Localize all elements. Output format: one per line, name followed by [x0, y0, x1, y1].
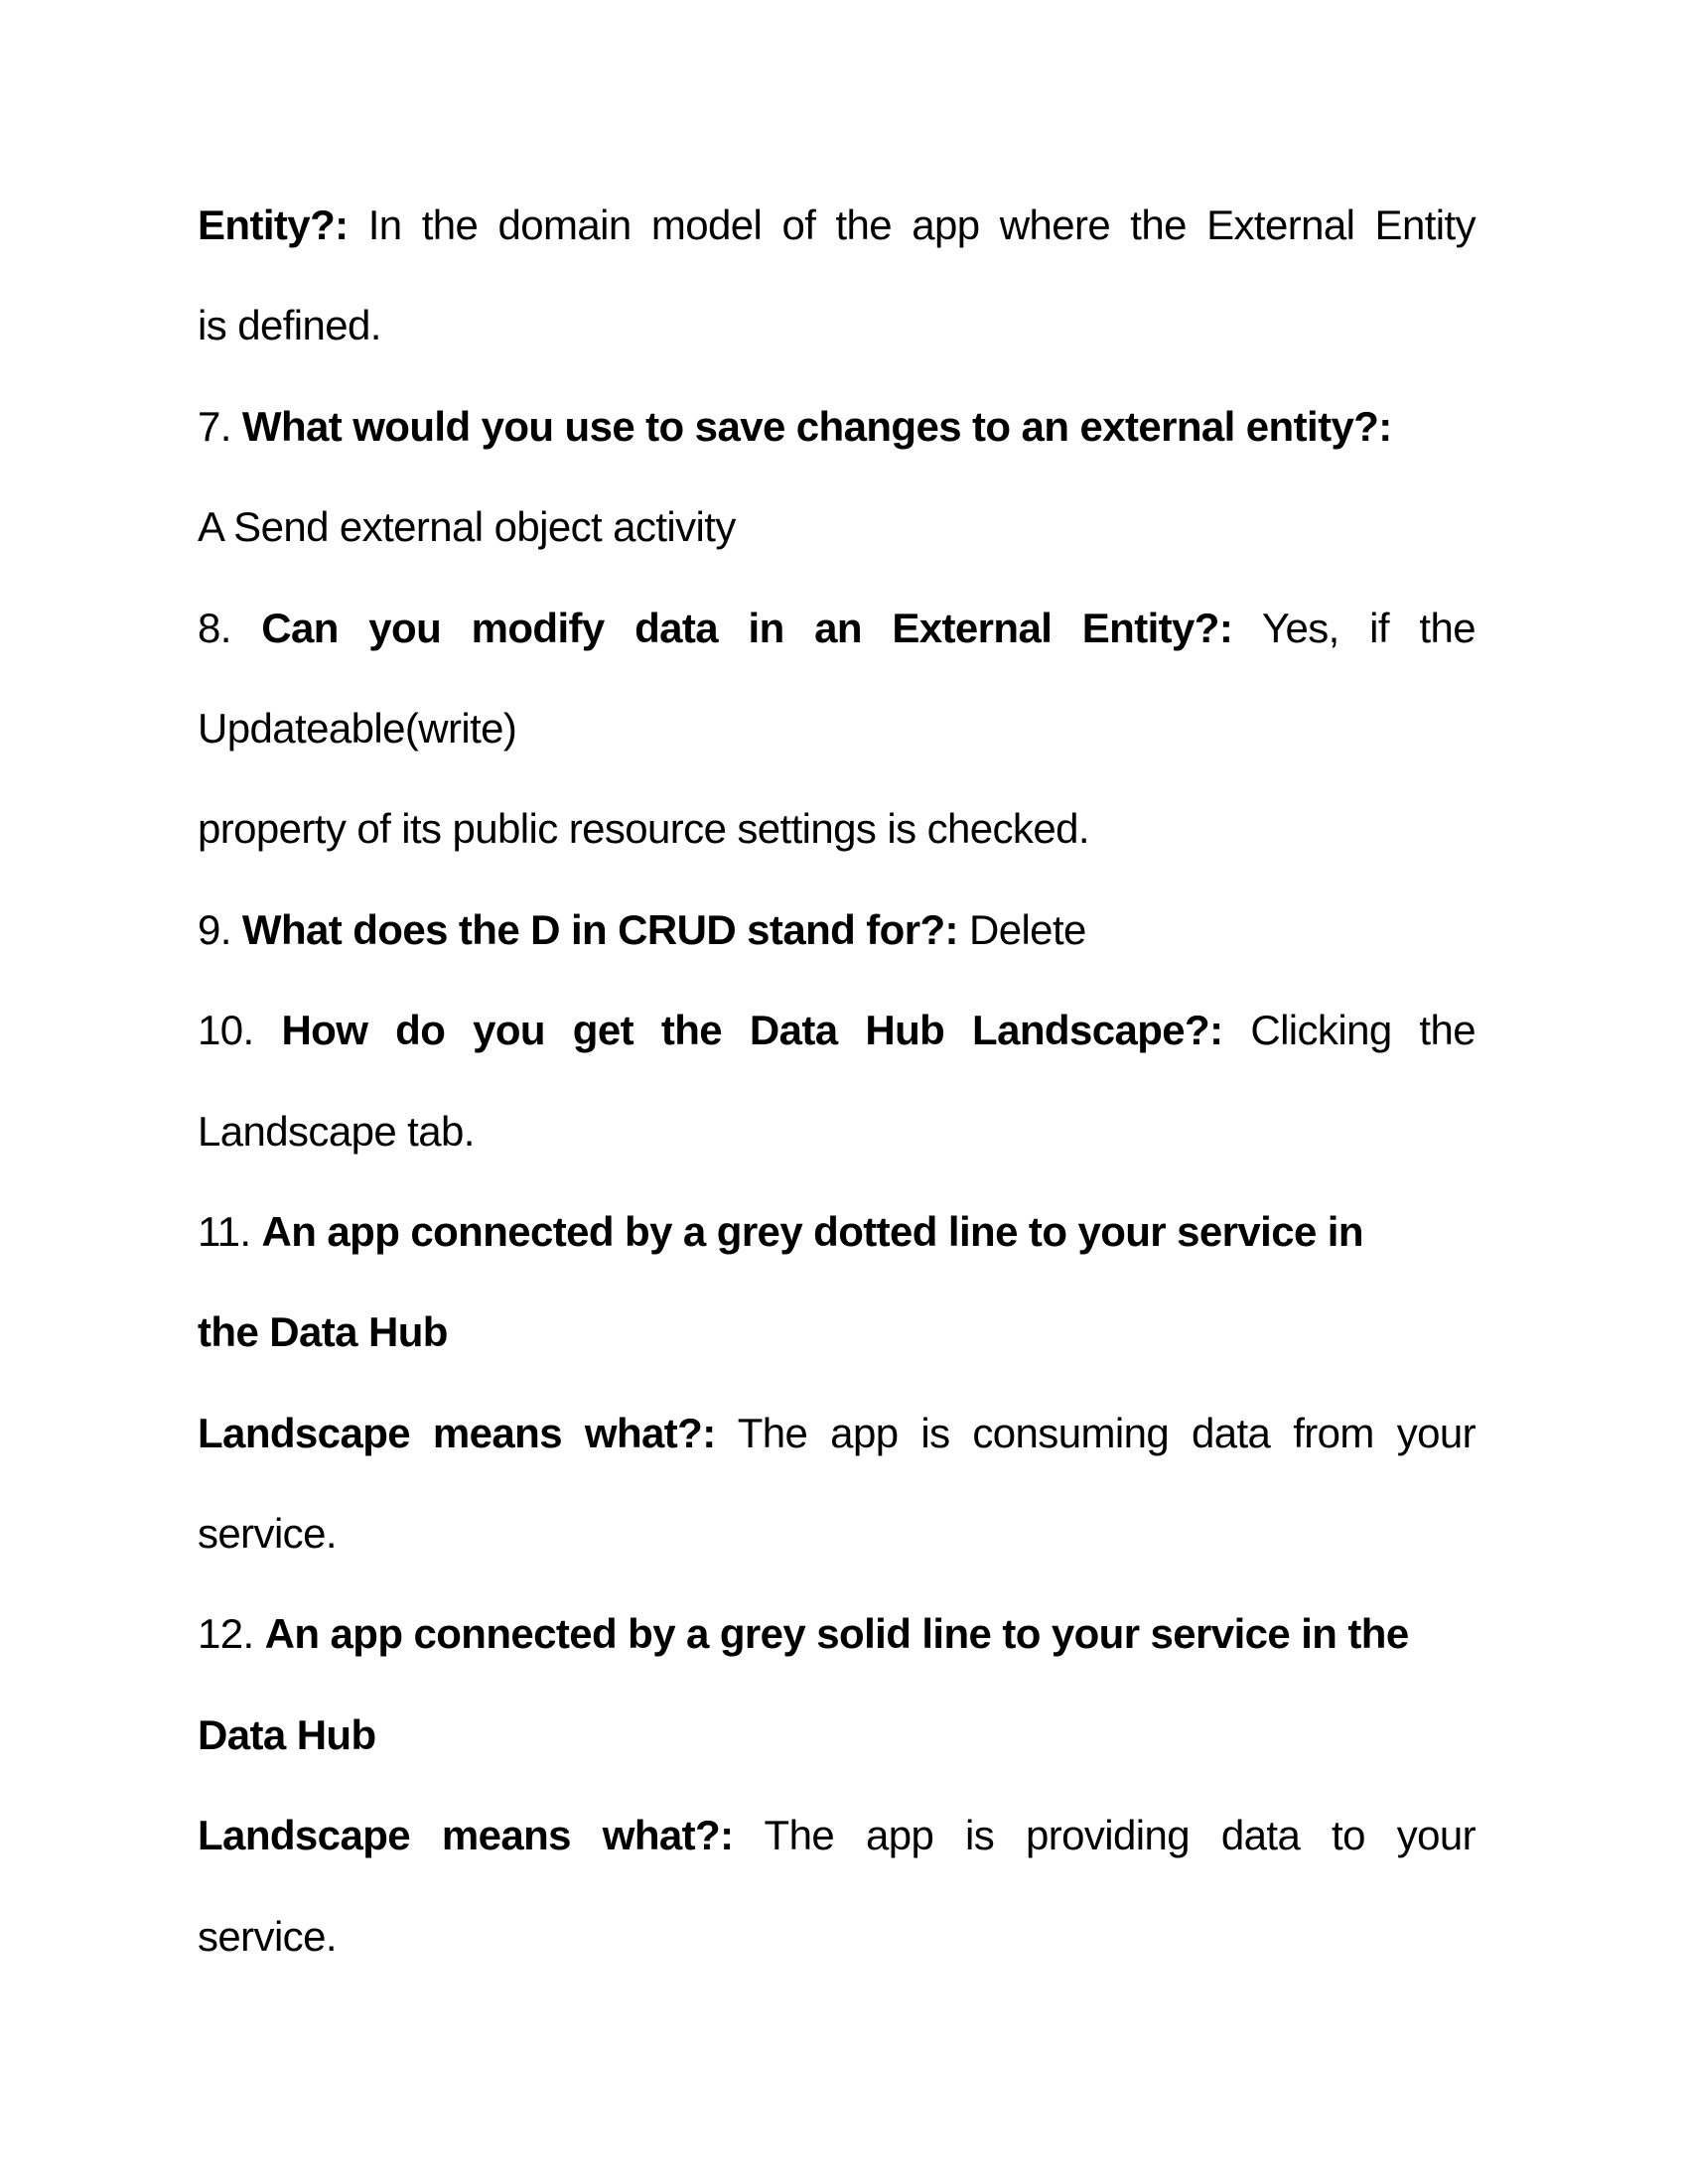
document-page — [198, 175, 1476, 1986]
text-line — [198, 175, 1476, 275]
answer-7: A Send external object activity — [198, 503, 736, 551]
question-11-cont: the Data Hub — [198, 1308, 448, 1356]
question-12-cont: Data Hub — [198, 1710, 376, 1758]
question-12: 12. An app connected by a grey solid line to your service in the — [198, 1610, 1409, 1658]
question-11-end: Landscape means what?: The app is consuming data from your — [198, 1409, 1477, 1456]
answer-12: service. — [198, 1912, 337, 1960]
question-10: 10. How do you get the Data Hub Landscape?: Clicking the — [198, 1007, 1477, 1054]
answer-8-cont: property of its public resource settings is checked. — [198, 805, 1089, 853]
question-7: 7. What would you use to save changes to an external entity?: — [198, 402, 1392, 450]
question-text: Entity?: — [198, 202, 349, 248]
answer-8: Updateable(write) — [198, 704, 517, 751]
answer-text: In the domain model of the app where the External Entity — [348, 202, 1476, 248]
answer-10: Landscape tab. — [198, 1107, 475, 1155]
question-11: 11. An app connected by a grey dotted line to your service in — [198, 1207, 1363, 1255]
text-line: is defined. — [198, 302, 381, 349]
question-12-end: Landscape means what?: The app is providing data to your — [198, 1812, 1477, 1859]
question-9: 9. What does the D in CRUD stand for?: Delete — [198, 905, 1086, 953]
question-8: 8. Can you modify data in an External Entity?: Yes, if the — [198, 604, 1476, 651]
answer-11: service. — [198, 1510, 337, 1558]
